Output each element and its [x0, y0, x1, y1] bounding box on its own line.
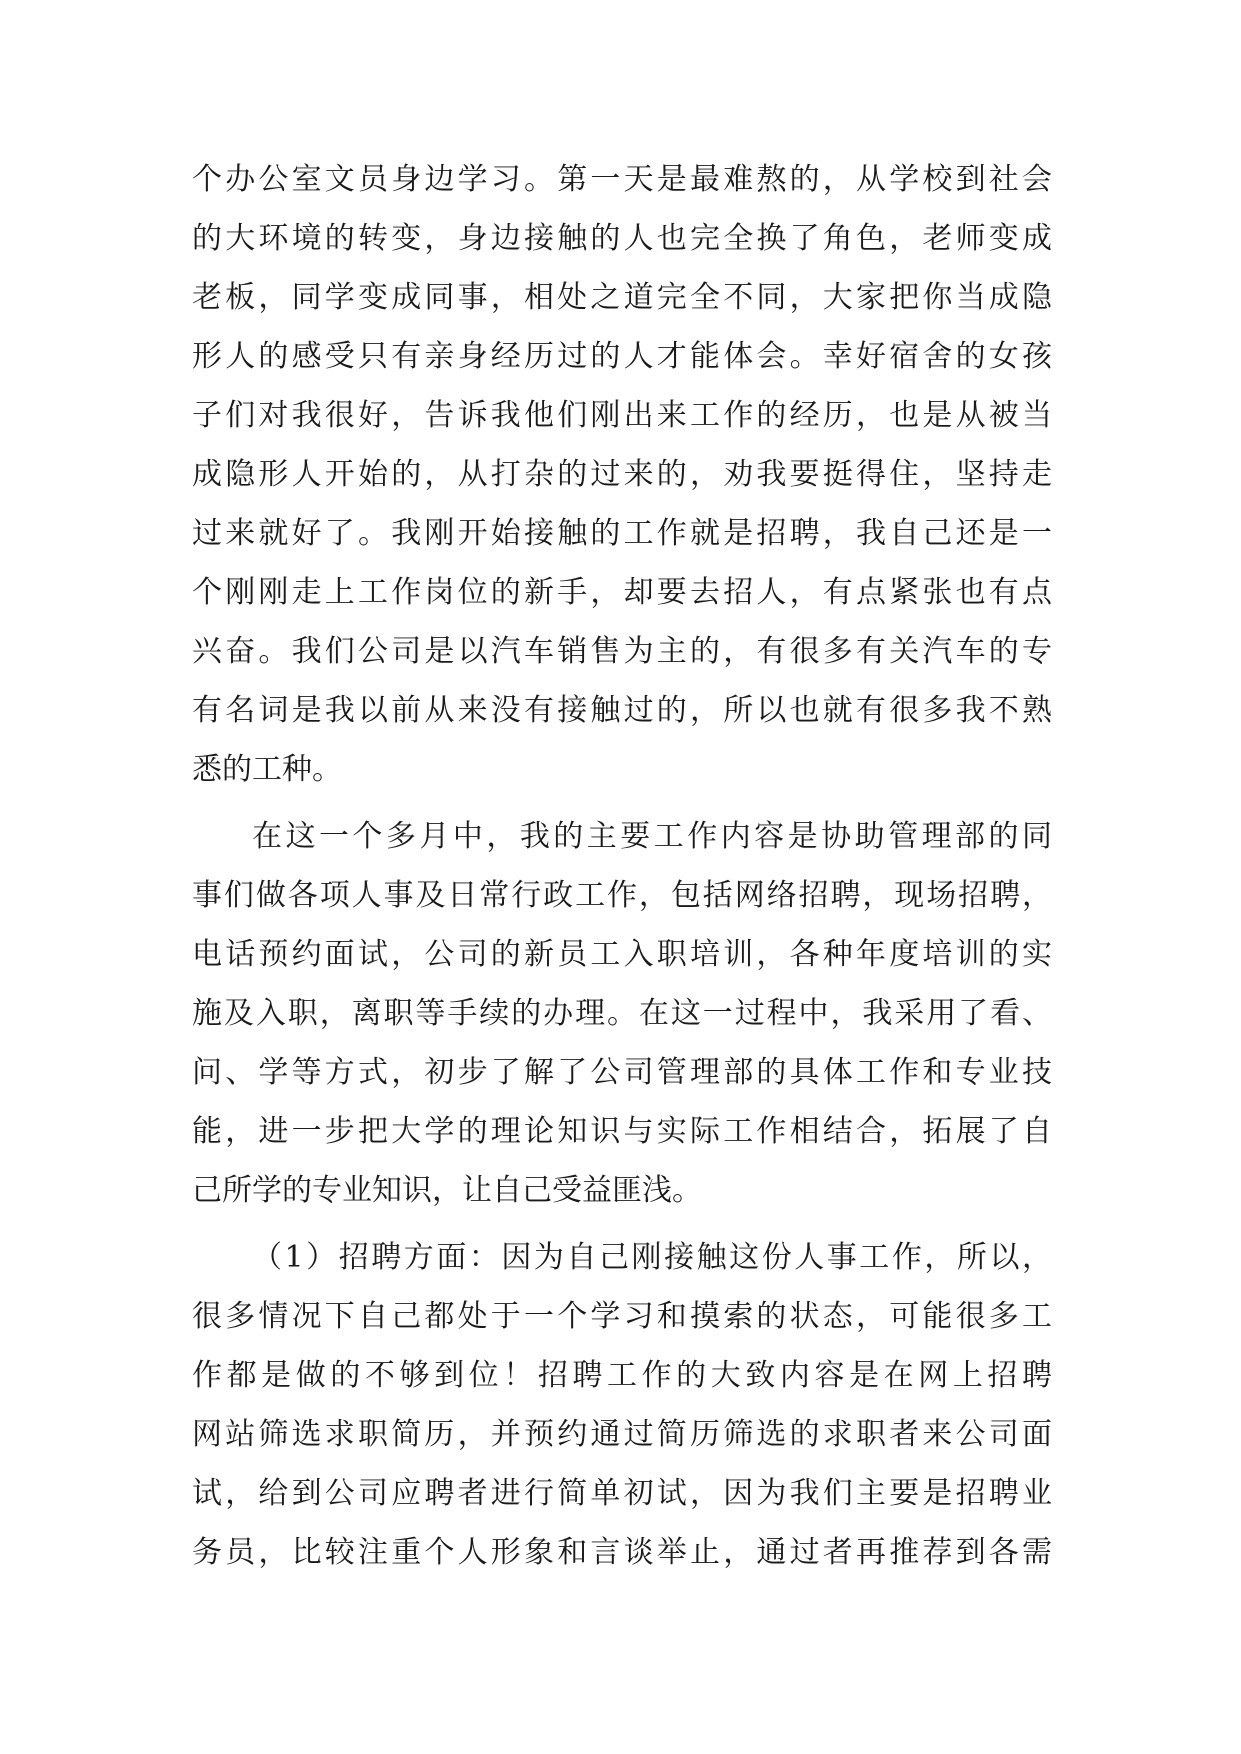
text-line: 老板，同学变成同事，相处之道完全不同，大家把你当成隐 — [192, 280, 1052, 315]
text-line: 作都是做的不够到位！招聘工作的大致内容是在网上招聘 — [192, 1358, 1052, 1393]
text-line: 个办公室文员身边学习。第一天是最难熬的，从学校到社会 — [192, 162, 1052, 197]
text-line: 己所学的专业知识，让自己受益匪浅。 — [192, 1173, 702, 1208]
text-line: 有名词是我以前从来没有接触过的，所以也就有很多我不熟 — [192, 693, 1052, 728]
text-line: 试，给到公司应聘者进行简单初试，因为我们主要是招聘业 — [192, 1476, 1052, 1511]
text-line: 成隐形人开始的，从打杂的过来的，劝我要挺得住，坚持走 — [192, 457, 1052, 492]
paragraph-1 — [192, 150, 1052, 799]
text-line: 施及入职，离职等手续的办理。在这一过程中，我采用了看、 — [192, 996, 1052, 1031]
text-line: 网站筛选求职简历，并预约通过简历筛选的求职者来公司面 — [192, 1417, 1052, 1452]
text-line: 务员，比较注重个人形象和言谈举止，通过者再推荐到各需 — [192, 1535, 1052, 1570]
text-line: 事们做各项人事及日常行政工作，包括网络招聘，现场招聘， — [192, 878, 1052, 913]
text-line: 电话预约面试，公司的新员工入职培训，各种年度培训的实 — [192, 937, 1052, 972]
text-line: 在这一个多月中，我的主要工作内容是协助管理部的同 — [252, 819, 1052, 854]
text-line: 子们对我很好，告诉我他们刚出来工作的经历，也是从被当 — [192, 398, 1052, 433]
document-body — [192, 150, 1052, 1582]
text-line: 过来就好了。我刚开始接触的工作就是招聘，我自己还是一 — [192, 516, 1052, 551]
text-line: 个刚刚走上工作岗位的新手，却要去招人，有点紧张也有点 — [192, 575, 1052, 610]
paragraph-2 — [192, 807, 1052, 1220]
text-line: （1）招聘方面：因为自己刚接触这份人事工作，所以， — [252, 1240, 1052, 1275]
text-line: 能，进一步把大学的理论知识与实际工作相结合，拓展了自 — [192, 1114, 1052, 1149]
text-line: 兴奋。我们公司是以汽车销售为主的，有很多有关汽车的专 — [192, 634, 1052, 669]
text-line: 问、学等方式，初步了解了公司管理部的具体工作和专业技 — [192, 1055, 1052, 1090]
text-line: 悉的工种。 — [192, 752, 342, 787]
paragraph-3 — [192, 1228, 1052, 1582]
text-line: 形人的感受只有亲身经历过的人才能体会。幸好宿舍的女孩 — [192, 339, 1052, 374]
text-line: 的大环境的转变，身边接触的人也完全换了角色，老师变成 — [192, 221, 1052, 256]
text-line: 很多情况下自己都处于一个学习和摸索的状态，可能很多工 — [192, 1299, 1052, 1334]
